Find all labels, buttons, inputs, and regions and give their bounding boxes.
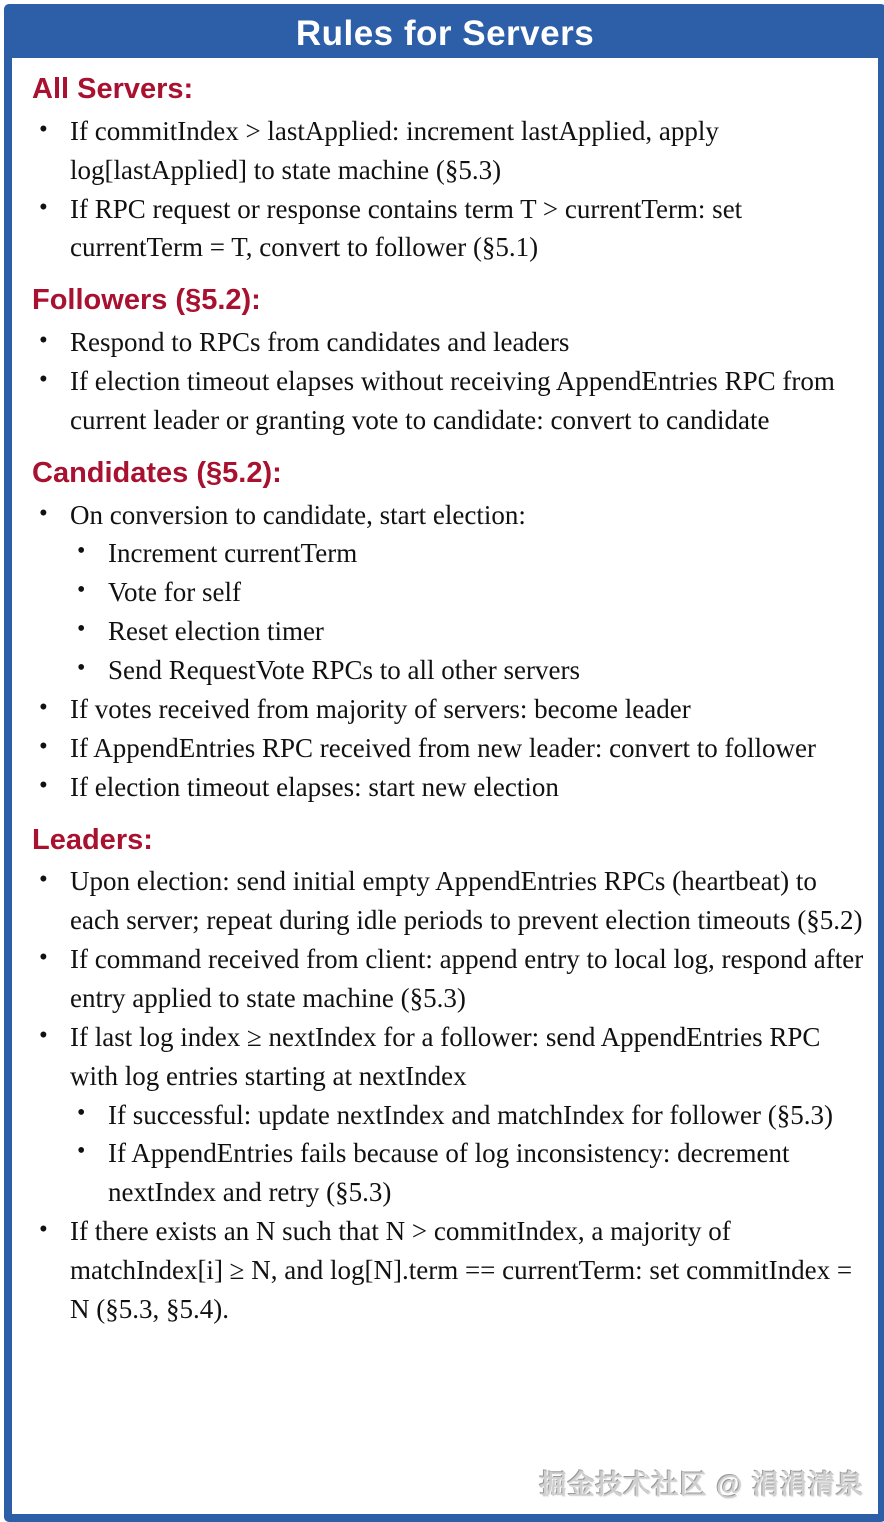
rule-text: If commitIndex > lastApplied: increment lastApplied, apply log[lastApplied] to state machine (§5.3)	[70, 115, 719, 185]
rule-item	[32, 862, 868, 940]
rule-item	[32, 1212, 868, 1329]
section-heading-followers: Followers (§5.2):	[32, 284, 261, 317]
sub-rule-text: Increment currentTerm	[108, 538, 358, 569]
rules-for-servers-figure	[4, 4, 884, 1522]
sub-rule-text: Send RequestVote RPCs to all other servers	[108, 655, 580, 686]
sub-rule-item	[74, 612, 868, 651]
rule-text: If election timeout elapses: start new election	[70, 771, 559, 802]
sub-bullet-list	[70, 1096, 868, 1213]
sub-rule-text: Reset election timer	[108, 616, 324, 647]
sub-rule-item	[74, 534, 868, 573]
rule-text: If election timeout elapses without receiving AppendEntries RPC from current leader or granting vote to candidate: convert to candidate	[70, 365, 835, 435]
rule-text: On conversion to candidate, start election:	[70, 499, 526, 530]
rules-body	[12, 58, 878, 1329]
sub-rule-item	[74, 651, 868, 690]
bullet-list-followers	[32, 323, 868, 440]
rule-text: If command received from client: append entry to local log, respond after entry applied to state machine (§5.3)	[70, 944, 864, 1013]
rule-text: If last log index ≥ nextIndex for a follower: send AppendEntries RPC with log entries starting at nextIndex	[70, 1021, 821, 1091]
rule-text: If votes received from majority of servers: become leader	[70, 693, 691, 724]
rule-item	[32, 768, 868, 807]
sub-rule-text: Vote for self	[108, 577, 241, 608]
section-leaders	[32, 823, 868, 1329]
bullet-list-leaders	[32, 862, 868, 1329]
rule-item	[32, 362, 868, 440]
rule-text: If AppendEntries RPC received from new leader: convert to follower	[70, 732, 817, 763]
rule-text: Upon election: send initial empty AppendEntries RPCs (heartbeat) to each server; repeat during idle periods to prevent election timeouts (§5.2)	[70, 866, 863, 936]
bullet-list-all-servers	[32, 112, 868, 268]
rule-item	[32, 729, 868, 768]
sub-rule-item	[74, 1134, 868, 1212]
section-candidates	[32, 456, 868, 807]
rule-item	[32, 940, 868, 1018]
rule-item	[32, 496, 868, 690]
rule-text: Respond to RPCs from candidates and leaders	[70, 327, 570, 358]
rule-item	[32, 112, 868, 190]
title-bar	[11, 11, 879, 58]
rule-item	[32, 323, 868, 362]
sub-rule-text: If successful: update nextIndex and matchIndex for follower (§5.3)	[108, 1099, 833, 1130]
section-heading-leaders: Leaders:	[32, 823, 153, 856]
section-heading-all-servers: All Servers:	[32, 73, 194, 105]
rule-text: If there exists an N such that N > commitIndex, a majority of matchIndex[i] ≥ N, and log[N].term == currentTerm: set commitIndex = N (§5.3, §5.4).	[70, 1216, 853, 1324]
sub-rule-text: If AppendEntries fails because of log inconsistency: decrement nextIndex and retry (§5.3)	[108, 1138, 790, 1208]
figure-title: Rules for Servers	[295, 13, 595, 53]
watermark: 掘金技术社区 @ 涓涓清泉	[539, 1470, 864, 1500]
section-heading-candidates: Candidates (§5.2):	[32, 456, 282, 489]
section-all-servers	[32, 72, 868, 267]
bullet-list-candidates	[32, 496, 868, 807]
rule-item	[32, 1018, 868, 1212]
rule-item	[32, 690, 868, 729]
sub-rule-item	[74, 1096, 868, 1135]
rule-text: If RPC request or response contains term T > currentTerm: set currentTerm = T, convert to follower (§5.1)	[70, 193, 743, 263]
section-followers	[32, 283, 868, 439]
rule-item	[32, 190, 868, 268]
sub-bullet-list	[70, 534, 868, 690]
sub-rule-item	[74, 573, 868, 612]
